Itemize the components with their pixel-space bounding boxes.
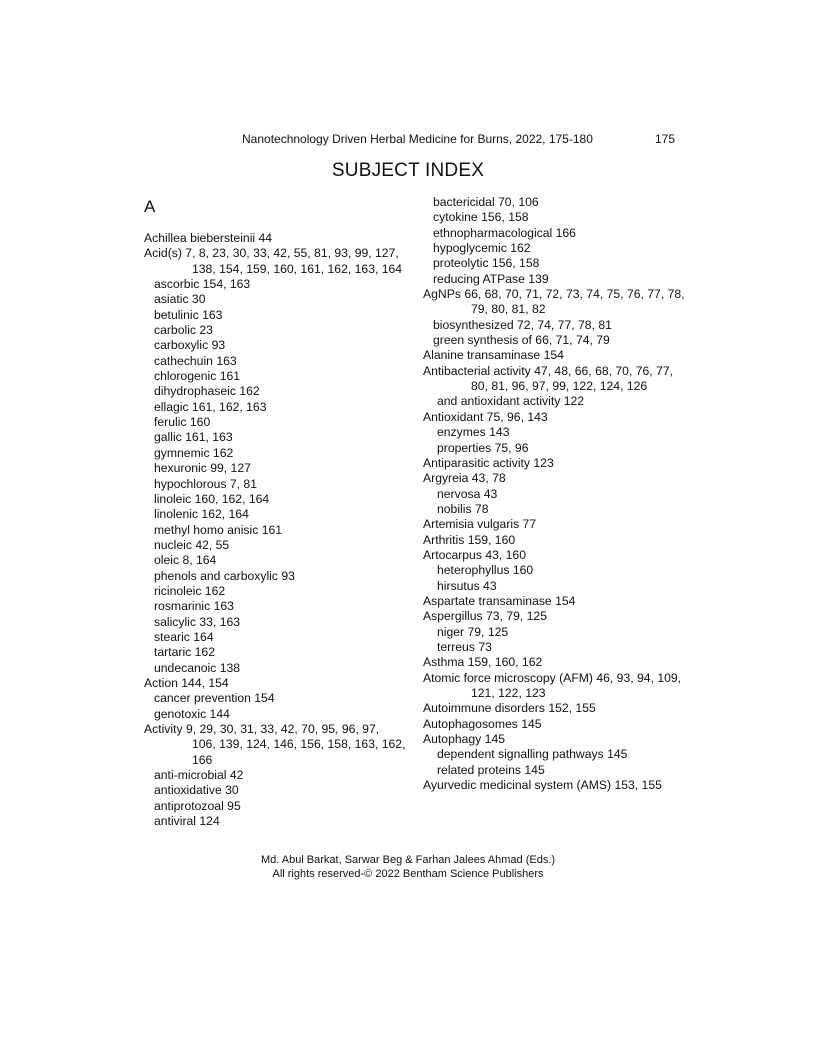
index-subentry: dependent signalling pathways 145 xyxy=(437,747,628,762)
index-entry: Alanine transaminase 154 xyxy=(423,348,564,363)
index-subentry: undecanoic 138 xyxy=(154,660,241,675)
index-entry: Acid(s) 7, 8, 23, 30, 33, 42, 55, 81, 93, 99, 127, 138, 154, 159, 160, 161, 162, 163, 164 xyxy=(144,246,403,276)
index-subentry: heterophyllus 160 xyxy=(437,563,534,578)
index-subentry: ferulic 160 xyxy=(154,415,211,430)
index-entry: Asthma 159, 160, 162 xyxy=(423,655,543,670)
index-subentry: terreus 73 xyxy=(437,639,492,654)
index-subentry: antioxidative 30 xyxy=(154,783,239,798)
index-subentry: salicylic 33, 163 xyxy=(154,614,241,629)
footer-copyright: All rights reserved-© 2022 Bentham Science Publishers xyxy=(272,868,544,880)
index-subentry: nucleic 42, 55 xyxy=(154,537,230,552)
index-entry: Activity 9, 29, 30, 31, 33, 42, 70, 95, 96, 97, 106, 139, 124, 146, 156, 158, 163, 162, 166 xyxy=(144,722,406,767)
index-subentry: antiviral 124 xyxy=(154,814,220,829)
page-footer xyxy=(0,853,816,881)
index-subentry: carboxylic 93 xyxy=(154,338,226,353)
index-subentry: antiprotozoal 95 xyxy=(154,798,241,813)
index-subentry: ethnopharmacological 166 xyxy=(433,225,576,240)
index-subentry: oleic 8, 164 xyxy=(154,553,217,568)
index-entry: Atomic force microscopy (AFM) 46, 93, 94, 109, 121, 122, 123 xyxy=(423,670,682,700)
index-entry: Arthritis 159, 160 xyxy=(423,532,516,547)
index-entry: Antibacterial activity 47, 48, 66, 68, 70, 76, 77, 80, 81, 96, 97, 99, 122, 124, 126 xyxy=(423,363,673,394)
index-subentry: proteolytic 156, 158 xyxy=(433,256,540,271)
index-subentry: rosmarinic 163 xyxy=(154,599,234,614)
index-column-right xyxy=(423,195,685,793)
index-entry: Artocarpus 43, 160 xyxy=(423,547,526,562)
index-subentry: nobilis 78 xyxy=(437,501,489,516)
index-subentry: phenols and carboxylic 93 xyxy=(154,568,295,583)
index-subentry: bactericidal 70, 106 xyxy=(433,195,539,209)
index-entry: Autoimmune disorders 152, 155 xyxy=(423,701,596,716)
index-subentry: properties 75, 96 xyxy=(437,440,529,455)
index-entry: Aspartate transaminase 154 xyxy=(423,593,576,608)
index-entry: Autophagy 145 xyxy=(423,732,505,747)
running-head: Nanotechnology Driven Herbal Medicine for Burns, 2022, 175-180 xyxy=(242,132,593,146)
index-entry: Artemisia vulgaris 77 xyxy=(423,517,537,532)
section-letter: A xyxy=(144,197,156,216)
index-entry: Action 144, 154 xyxy=(144,675,229,690)
footer-editors: Md. Abul Barkat, Sarwar Beg & Farhan Jalees Ahmad (Eds.) xyxy=(260,854,556,866)
index-subentry: anti-microbial 42 xyxy=(154,768,244,783)
index-subentry: ricinoleic 162 xyxy=(154,583,226,598)
index-subentry: green synthesis of 66, 71, 74, 79 xyxy=(433,333,610,348)
index-subentry: and antioxidant activity 122 xyxy=(437,394,585,409)
index-subentry: carbolic 23 xyxy=(154,323,213,338)
index-subentry: hirsutus 43 xyxy=(437,578,497,593)
index-subentry: stearic 164 xyxy=(154,629,214,644)
index-subentry: hypochlorous 7, 81 xyxy=(154,476,257,491)
index-entry: Autophagosomes 145 xyxy=(423,716,542,731)
index-subentry: cathechuin 163 xyxy=(154,353,237,368)
index-subentry: biosynthesized 72, 74, 77, 78, 81 xyxy=(433,317,612,332)
index-column-left xyxy=(144,231,406,829)
index-subentry: asiatic 30 xyxy=(154,292,206,307)
page-title: SUBJECT INDEX xyxy=(331,160,485,181)
index-subentry: tartaric 162 xyxy=(154,645,215,660)
page-number: 175 xyxy=(655,132,676,146)
index-subentry: ascorbic 154, 163 xyxy=(154,277,251,292)
index-subentry: hexuronic 99, 127 xyxy=(154,461,251,476)
index-entry: AgNPs 66, 68, 70, 71, 72, 73, 74, 75, 76, 77, 78, 79, 80, 81, 82 xyxy=(423,287,685,317)
index-subentry: hypoglycemic 162 xyxy=(433,241,531,256)
index-subentry: betulinic 163 xyxy=(154,307,223,322)
index-subentry: gymnemic 162 xyxy=(154,445,234,460)
index-subentry: methyl homo anisic 161 xyxy=(154,522,283,537)
index-entry: Achillea biebersteinii 44 xyxy=(144,231,273,245)
index-entry: Antioxidant 75, 96, 143 xyxy=(423,409,548,424)
index-subentry: chlorogenic 161 xyxy=(154,369,241,384)
index-subentry: niger 79, 125 xyxy=(437,624,509,639)
index-subentry: dihydrophaseic 162 xyxy=(154,384,260,399)
index-subentry: linoleic 160, 162, 164 xyxy=(154,491,270,506)
index-subentry: reducing ATPase 139 xyxy=(433,271,549,286)
index-subentry: related proteins 145 xyxy=(437,762,545,777)
index-subentry: ellagic 161, 162, 163 xyxy=(154,399,267,414)
index-subentry: gallic 161, 163 xyxy=(154,430,233,445)
index-entry: Argyreia 43, 78 xyxy=(423,471,506,486)
index-subentry: cytokine 156, 158 xyxy=(433,210,529,225)
index-subentry: linolenic 162, 164 xyxy=(154,507,249,522)
index-entry: Aspergillus 73, 79, 125 xyxy=(423,609,547,624)
index-subentry: genotoxic 144 xyxy=(154,706,230,721)
index-subentry: nervosa 43 xyxy=(437,486,498,501)
index-subentry: cancer prevention 154 xyxy=(154,691,275,706)
index-subentry: enzymes 143 xyxy=(437,425,510,440)
index-entry: Antiparasitic activity 123 xyxy=(423,455,554,470)
index-entry: Ayurvedic medicinal system (AMS) 153, 155 xyxy=(423,778,662,793)
